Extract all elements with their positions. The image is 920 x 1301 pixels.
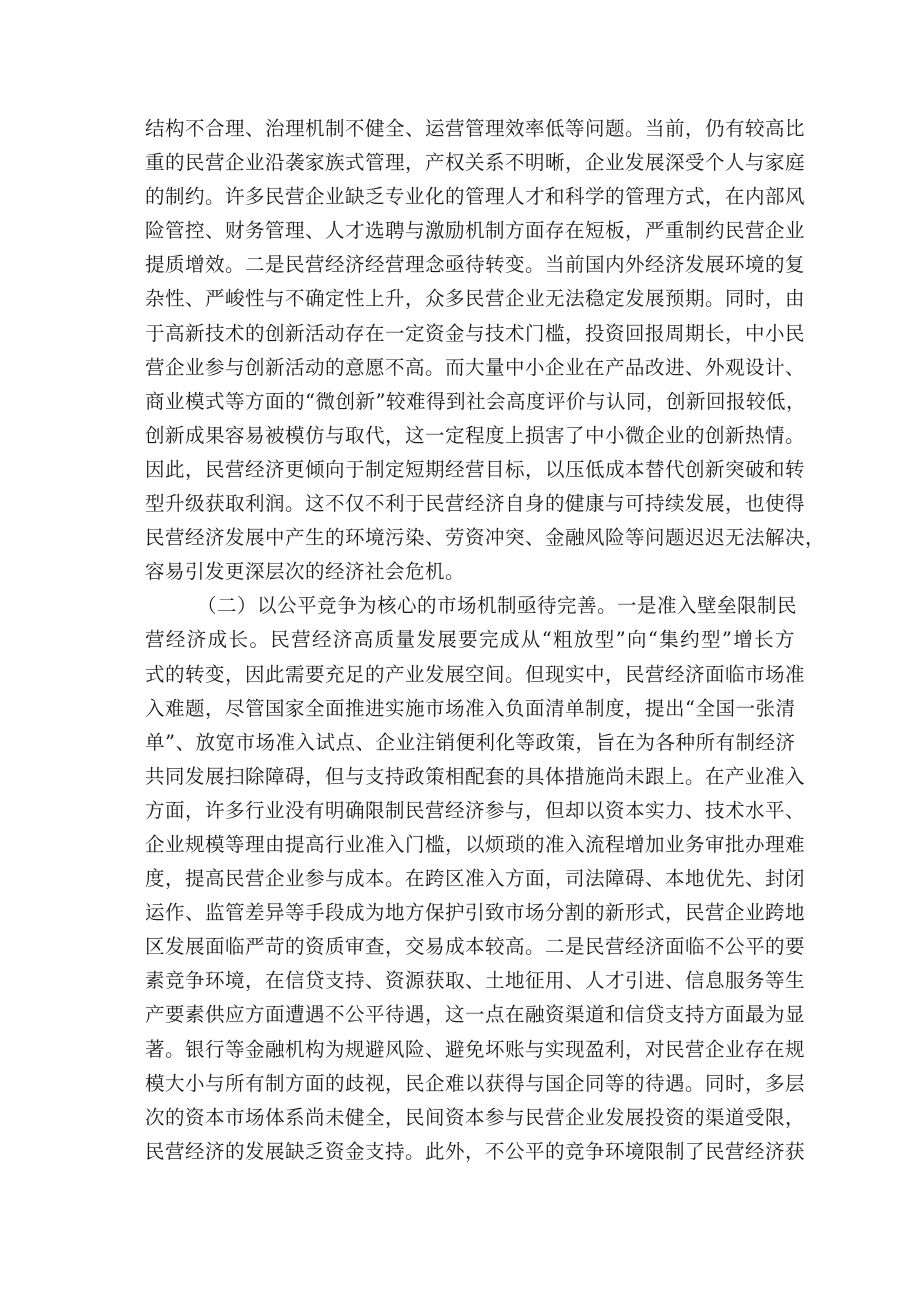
text-line: 杂性、严峻性与不确定性上升，众多民营企业无法稳定发展预期。同时，由 xyxy=(145,287,806,311)
text-line: 共同发展扫除障碍，但与支持政策相配套的具体措施尚未跟上。在产业准入 xyxy=(145,764,806,788)
text-line: 型升级获取利润。这不仅不利于民营经济自身的健康与可持续发展，也使得 xyxy=(145,492,806,516)
text-line: 商业模式等方面的“微创新”较难得到社会高度评价与认同，创新回报较低， xyxy=(145,389,806,413)
text-line: 结构不合理、治理机制不健全、运营管理效率低等问题。当前，仍有较高比 xyxy=(145,117,806,140)
text-line: 提质增效。二是民营经济经营理念亟待转变。当前国内外经济发展环境的复 xyxy=(145,253,806,277)
text-line: 容易引发更深层次的经济社会危机。 xyxy=(145,560,466,584)
text-line: 单”、放宽市场准入试点、企业注销便利化等政策，旨在为各种所有制经济 xyxy=(145,730,796,754)
text-line: 营经济成长。民营经济高质量发展要完成从“粗放型”向“集约型”增长方 xyxy=(145,628,795,652)
text-line: 民营经济发展中产生的环境污染、劳资冲突、金融风险等问题迟迟无法解决， xyxy=(145,526,826,550)
text-line: 区发展面临严苛的资质审查，交易成本较高。二是民营经济面临不公平的要 xyxy=(145,935,806,959)
text-line: 企业规模等理由提高行业准入门槛，以烦琐的准入流程增加业务审批办理难 xyxy=(145,832,806,856)
text-line: 产要素供应方面遭遇不公平待遇，这一点在融资渠道和信贷支持方面最为显 xyxy=(145,1003,806,1027)
text-line: 素竞争环境，在信贷支持、资源获取、土地征用、人才引进、信息服务等生 xyxy=(145,969,806,993)
text-line: 的制约。许多民营企业缺乏专业化的管理人才和科学的管理方式，在内部风 xyxy=(145,185,806,209)
text-line: 营企业参与创新活动的意愿不高。而大量中小企业在产品改进、外观设计、 xyxy=(145,355,806,379)
text-line: 于高新技术的创新活动存在一定资金与技术门槛，投资回报周期长，中小民 xyxy=(145,321,806,345)
text-line: 著。银行等金融机构为规避风险、避免坏账与实现盈利，对民营企业存在规 xyxy=(145,1037,806,1061)
text-line: 模大小与所有制方面的歧视，民企难以获得与国企同等的待遇。同时，多层 xyxy=(145,1071,806,1095)
text-line: 重的民营企业沿袭家族式管理，产权关系不明晰，企业发展深受个人与家庭 xyxy=(145,151,806,175)
text-line: 入难题，尽管国家全面推进实施市场准入负面清单制度，提出“全国一张清 xyxy=(145,696,796,720)
text-line: 民营经济的发展缺乏资金支持。此外，不公平的竞争环境限制了民营经济获 xyxy=(145,1139,806,1163)
text-line: 创新成果容易被模仿与取代，这一定程度上损害了中小微企业的创新热情。 xyxy=(145,423,806,447)
text-line: 方面，许多行业没有明确限制民营经济参与，但却以资本实力、技术水平、 xyxy=(145,798,806,822)
text-line: 运作、监管差异等手段成为地方保护引致市场分割的新形式，民营企业跨地 xyxy=(145,901,806,925)
text-line: 式的转变，因此需要充足的产业发展空间。但现实中，民营经济面临市场准 xyxy=(145,662,806,686)
text-line: 次的资本市场体系尚未健全，民间资本参与民营企业发展投资的渠道受限， xyxy=(145,1105,806,1129)
text-line: 因此，民营经济更倾向于制定短期经营目标，以压低成本替代创新突破和转 xyxy=(145,457,806,481)
body-text xyxy=(145,112,826,1169)
text-line: 度，提高民营企业参与成本。在跨区准入方面，司法障碍、本地优先、封闭 xyxy=(145,867,806,891)
text-line: 险管控、财务管理、人才选聘与激励机制方面存在短板，严重制约民营企业 xyxy=(145,219,806,243)
section-heading-line: （二）以公平竞争为核心的市场机制亟待完善。一是准入壁垒限制民 xyxy=(197,594,798,618)
